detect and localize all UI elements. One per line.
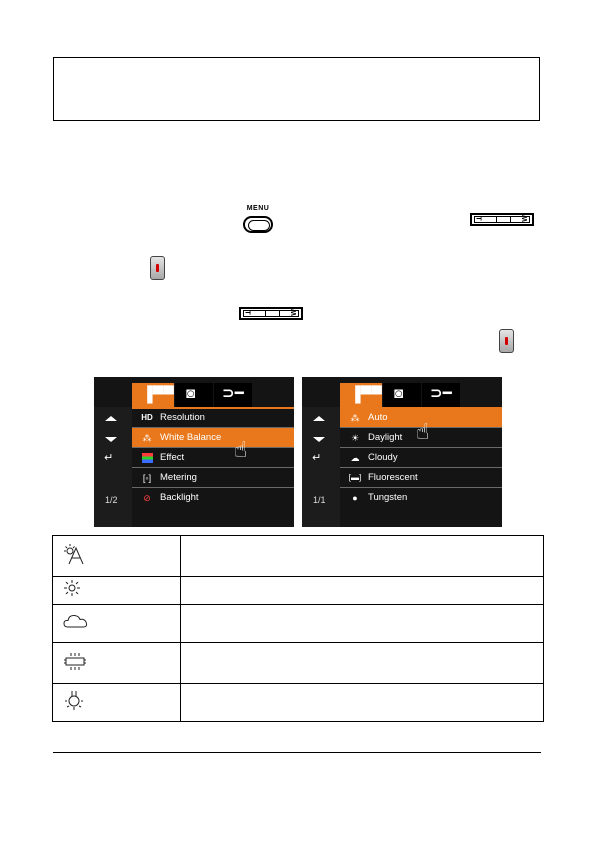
tab-setup[interactable] [422, 383, 460, 407]
tab-setup[interactable] [214, 383, 252, 407]
option-daylight[interactable]: ☀ Daylight [340, 428, 502, 448]
camera-screen-white-balance-menu [94, 377, 294, 527]
zoom-lever[interactable] [470, 213, 534, 226]
option-cloudy[interactable]: ☁ Cloudy [340, 448, 502, 468]
cloud-icon: ☁ [350, 453, 360, 463]
backlight-icon: ⊘ [143, 493, 151, 503]
record-button[interactable] [150, 256, 165, 280]
tab-camera[interactable] [383, 383, 421, 407]
scroll-down-icon[interactable] [313, 437, 325, 442]
table-desc-cell [181, 577, 544, 605]
table-icon-cell [53, 577, 181, 605]
bulb-icon: ● [352, 493, 358, 503]
record-dot-icon [505, 337, 508, 345]
video-settings-icon: ▐▀▀ [142, 386, 174, 403]
tab-video-settings[interactable] [132, 383, 174, 407]
video-settings-icon: ▐▀▀ [350, 386, 382, 403]
option-fluorescent[interactable]: [▬] Fluorescent [340, 468, 502, 488]
sun-icon: ☀ [350, 433, 360, 443]
wb-auto-icon [63, 543, 85, 565]
record-button[interactable] [499, 329, 514, 353]
footer-divider [53, 752, 541, 753]
wb-auto-icon: ⁂ [142, 433, 152, 443]
scroll-up-icon[interactable] [105, 416, 117, 421]
effect-icon [140, 448, 154, 470]
pointing-hand-icon: ☝ [234, 437, 248, 462]
camera-icon: ◙ [186, 385, 196, 402]
menu-button[interactable] [243, 216, 273, 233]
table-desc-cell [181, 643, 544, 684]
sun-icon [63, 579, 81, 597]
menu-item-effect[interactable]: Effect [132, 448, 294, 468]
fluorescent-icon [63, 651, 87, 671]
menu-item-resolution[interactable]: HD Resolution [132, 408, 294, 428]
white-balance-table [52, 535, 544, 722]
table-row [53, 643, 544, 684]
page-indicator: 1/2 [105, 495, 118, 505]
table-icon-cell [53, 536, 181, 577]
metering-icon: [◦] [142, 473, 152, 483]
option-tungsten[interactable]: ● Tungsten [340, 488, 502, 508]
menu-item-backlight[interactable]: ⊘ Backlight [132, 488, 294, 508]
option-auto[interactable]: ⁂ Auto [340, 408, 502, 428]
screen-sidebar [94, 407, 132, 527]
page-indicator: 1/1 [313, 495, 326, 505]
cloud-icon [63, 613, 89, 629]
wrench-icon: ⊃━ [222, 385, 244, 402]
hd-icon: HD [141, 413, 153, 422]
table-row [53, 605, 544, 643]
zoom-w-label: W [522, 215, 530, 222]
scroll-down-icon[interactable] [105, 437, 117, 442]
pointing-hand-icon: ☝ [416, 419, 430, 444]
wrench-icon: ⊃━ [430, 385, 452, 402]
table-icon-cell [53, 684, 181, 722]
tab-video-settings[interactable] [340, 383, 382, 407]
table-icon-cell [53, 605, 181, 643]
table-desc-cell [181, 536, 544, 577]
menu-button-label: MENU [246, 205, 270, 212]
table-row [53, 684, 544, 722]
fluorescent-icon: [▬] [348, 473, 362, 482]
zoom-t-label: T [243, 310, 251, 315]
record-dot-icon [156, 264, 159, 272]
zoom-t-label: T [474, 216, 482, 221]
bulb-icon [63, 689, 85, 711]
table-desc-cell [181, 605, 544, 643]
scroll-up-icon[interactable] [313, 416, 325, 421]
screen-sidebar [302, 407, 340, 527]
table-row [53, 577, 544, 605]
zoom-w-label: W [291, 309, 299, 316]
return-icon[interactable]: ↵ [312, 452, 322, 464]
wb-auto-icon: ⁂ [350, 413, 360, 423]
table-desc-cell [181, 684, 544, 722]
return-icon[interactable]: ↵ [104, 452, 114, 464]
note-box [53, 57, 540, 121]
camera-icon: ◙ [394, 385, 404, 402]
menu-item-white-balance[interactable]: ⁂ White Balance [132, 428, 294, 448]
tab-camera[interactable] [175, 383, 213, 407]
table-icon-cell [53, 643, 181, 684]
menu-item-metering[interactable]: [◦] Metering [132, 468, 294, 488]
zoom-lever[interactable] [239, 307, 303, 320]
table-row [53, 536, 544, 577]
camera-screen-white-balance-options [302, 377, 502, 527]
